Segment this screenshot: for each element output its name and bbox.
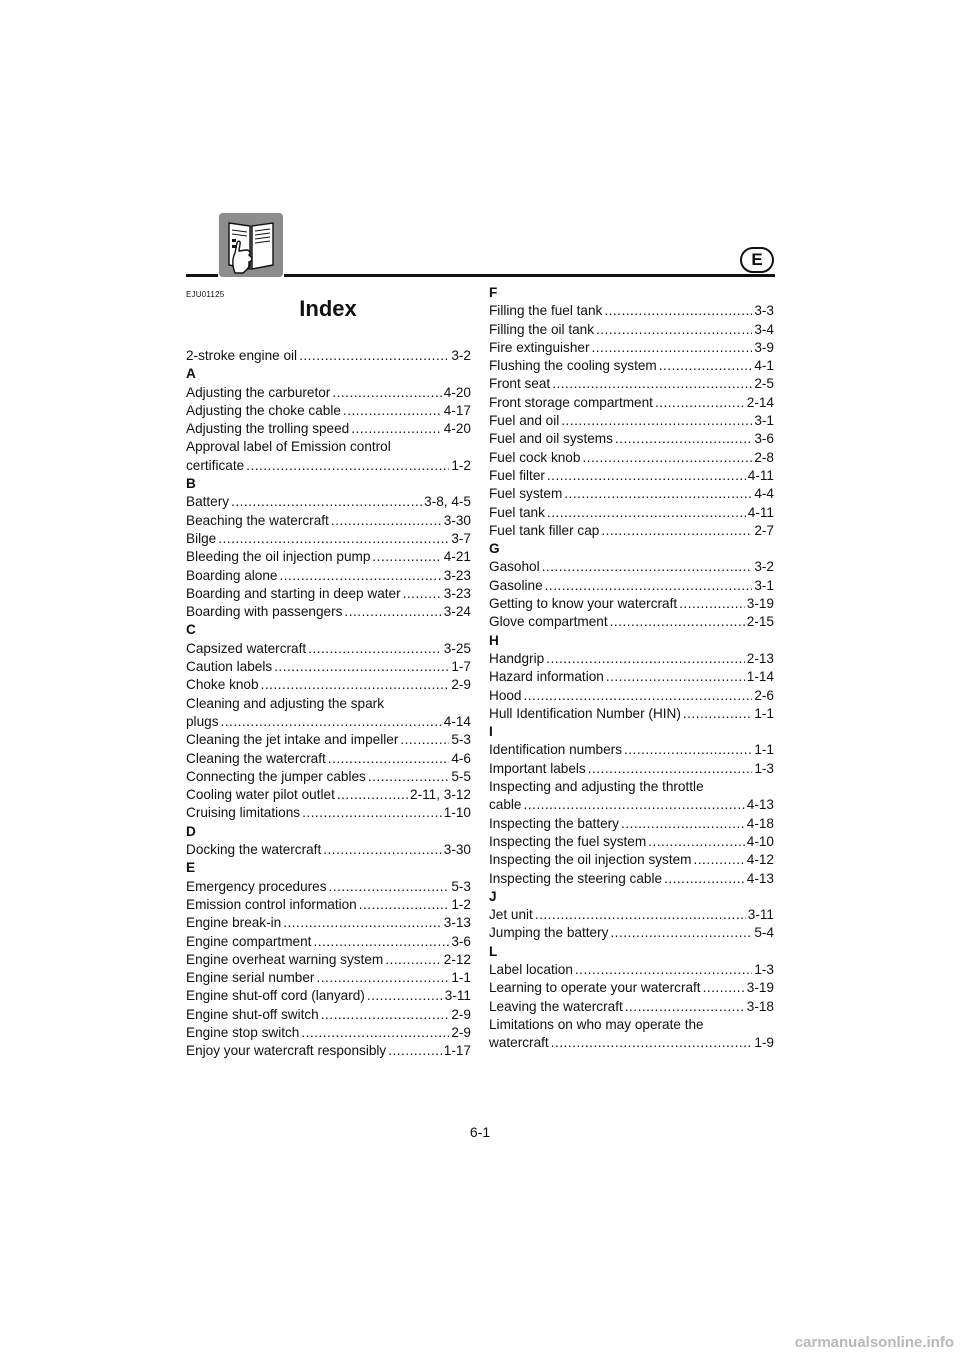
index-entry-continued: Cleaning and adjusting the spark (186, 695, 384, 711)
index-entry-label: Engine overheat warning system (186, 951, 384, 967)
index-entry-page: 5-5 (451, 768, 471, 784)
index-entry-page: 2-7 (754, 522, 774, 538)
index-entry-page: 3-2 (754, 559, 774, 575)
index-entry-page: 1-1 (754, 705, 774, 721)
index-entry-page: 2-9 (451, 677, 471, 693)
index-entry (186, 457, 471, 475)
index-entry-label: Fire extinguisher (489, 339, 590, 355)
index-entry-page: 2-9 (451, 1006, 471, 1022)
index-entry (489, 705, 774, 723)
dot-leader (547, 467, 746, 485)
dot-leader (679, 595, 745, 613)
index-entry-page: 4-11 (747, 504, 774, 520)
dot-leader (683, 705, 752, 723)
dot-leader (625, 998, 745, 1016)
index-entry-page: 3-24 (443, 604, 471, 620)
dot-leader (328, 750, 450, 768)
index-entry-page: 3-9 (754, 339, 774, 355)
dot-leader (655, 394, 745, 412)
index-entry (489, 577, 774, 595)
index-entry-page: 3-19 (746, 980, 774, 996)
index-entry (186, 878, 471, 896)
dot-leader (621, 815, 745, 833)
index-entry-page: 4-17 (443, 402, 471, 418)
index-entry-page: 4-1 (754, 358, 774, 374)
index-entry (489, 668, 774, 686)
dot-leader (337, 786, 408, 804)
index-entry (489, 851, 774, 869)
index-entry-page: 1-14 (746, 669, 774, 685)
index-entry (489, 979, 774, 997)
dot-leader (588, 760, 753, 778)
dot-leader (261, 676, 450, 694)
index-entry-label: certificate (186, 457, 245, 473)
index-entry (489, 522, 774, 540)
index-entry-label: Getting to know your watercraft (489, 596, 678, 612)
index-section-letter: C (186, 622, 196, 638)
index-entry (186, 933, 471, 951)
dot-leader (542, 558, 753, 576)
index-section-letter: E (186, 860, 196, 876)
index-entry-page: 3-11 (444, 988, 471, 1004)
dot-leader (231, 493, 422, 511)
index-entry (489, 321, 774, 339)
index-entry-label: Adjusting the choke cable (186, 402, 341, 418)
dot-leader (694, 851, 745, 869)
language-badge: E (740, 247, 774, 273)
header-rule-left (186, 274, 218, 277)
dot-leader (703, 979, 745, 997)
index-entry (186, 768, 471, 786)
index-entry-label: Fuel and oil (489, 413, 560, 429)
index-entry-page: 4-20 (443, 421, 471, 437)
index-entry-label: Inspecting the steering cable (489, 870, 663, 886)
index-entry (489, 412, 774, 430)
dot-leader (246, 457, 449, 475)
index-entry (186, 750, 471, 768)
index-entry (186, 512, 471, 530)
index-entry-label: Engine compartment (186, 933, 312, 949)
index-entry-label: Choke knob (186, 677, 259, 693)
manual-reading-icon-graphic (219, 213, 283, 277)
index-entry (186, 402, 471, 420)
index-entry-page: 4-21 (443, 549, 471, 565)
index-entry-label: watercraft (489, 1035, 549, 1051)
dot-leader (299, 347, 449, 365)
page-number: 6-1 (469, 1124, 491, 1140)
index-entry-label: Gasohol (489, 559, 540, 575)
dot-leader (313, 933, 449, 951)
index-entry-page: 3-7 (451, 530, 471, 546)
index-entry-page: 3-30 (443, 842, 471, 858)
document-code: EJU01125 (186, 290, 225, 299)
dot-leader (606, 668, 745, 686)
index-entry (186, 548, 471, 566)
index-entry-label: Jumping the battery (489, 925, 609, 941)
index-entry-label: Jet unit (489, 907, 533, 923)
index-section-letter: F (489, 285, 498, 300)
index-entry-label: Fuel tank filler cap (489, 522, 600, 538)
index-entry-label: Label location (489, 961, 573, 977)
index-entry (186, 951, 471, 969)
dot-leader (524, 687, 753, 705)
dot-leader (648, 833, 745, 851)
index-entry (489, 504, 774, 522)
index-entry-label: Boarding alone (186, 567, 278, 583)
index-entry-page: 5-3 (451, 878, 471, 894)
index-entry-page: 2-14 (746, 394, 774, 410)
index-entry-page: 2-6 (754, 687, 774, 703)
page-title: Index (299, 296, 357, 321)
index-entry (489, 394, 774, 412)
index-entry (489, 430, 774, 448)
dot-leader (592, 339, 753, 357)
index-entry-page: 4-10 (746, 833, 774, 849)
dot-leader (546, 650, 745, 668)
index-entry (186, 658, 471, 676)
manual-reading-icon (219, 213, 283, 277)
dot-leader (351, 420, 442, 438)
index-entry-page: 3-4 (754, 321, 774, 337)
index-entry (186, 585, 471, 603)
dot-leader (575, 961, 752, 979)
index-entry-page: 4-6 (451, 750, 471, 766)
index-entry-label: Hood (489, 687, 522, 703)
index-entry (489, 558, 774, 576)
dot-leader (601, 522, 752, 540)
index-entry-label: Fuel system (489, 486, 563, 502)
index-entry-page: 3-18 (746, 998, 774, 1014)
index-entry (186, 713, 471, 731)
index-entry-label: Front seat (489, 376, 551, 392)
index-entry-label: Adjusting the carburetor (186, 384, 331, 400)
index-entry-page: 3-8, 4-5 (424, 494, 471, 510)
index-section-letter: I (489, 724, 493, 740)
dot-leader (321, 1006, 450, 1024)
index-entry (186, 603, 471, 621)
index-entry-page: 2-11, 3-12 (410, 787, 471, 803)
index-entry-page: 3-23 (443, 585, 471, 601)
index-entry (186, 530, 471, 548)
dot-leader (331, 512, 442, 530)
index-entry-page: 2-12 (443, 951, 471, 967)
index-entry (489, 870, 774, 888)
index-entry-page: 1-1 (451, 970, 471, 986)
index-entry-label: Identification numbers (489, 742, 622, 758)
index-entry (186, 420, 471, 438)
index-entry-label: Fuel and oil systems (489, 431, 613, 447)
index-entry-page: 4-11 (747, 467, 774, 483)
index-entry-page: 3-11 (747, 907, 774, 923)
index-entry (489, 796, 774, 814)
index-entry-page: 1-2 (451, 896, 471, 912)
index-entry-label: plugs (186, 713, 219, 729)
dot-leader (610, 613, 745, 631)
index-entry (489, 833, 774, 851)
index-entry-page: 1-10 (443, 805, 471, 821)
index-section-letter: B (186, 476, 196, 492)
index-entry (186, 987, 471, 1005)
index-column-right (489, 284, 774, 1052)
dot-leader (564, 485, 752, 503)
header-rule-right (284, 274, 775, 277)
index-section-letter: D (186, 823, 196, 839)
index-entry-page: 1-7 (451, 659, 471, 675)
index-entry-label: Cooling water pilot outlet (186, 787, 335, 803)
dot-leader (545, 577, 753, 595)
dot-leader (221, 713, 442, 731)
index-section-letter: J (489, 888, 497, 904)
index-entry-label: Filling the fuel tank (489, 303, 603, 319)
index-entry-label: Flushing the cooling system (489, 358, 657, 374)
index-entry-continued: Limitations on who may operate the (489, 1016, 704, 1032)
dot-leader (302, 804, 442, 822)
index-entry (186, 567, 471, 585)
index-entry (186, 731, 471, 749)
index-entry-page: 3-13 (443, 915, 471, 931)
index-entry-label: Boarding and starting in deep water (186, 585, 401, 601)
index-entry-label: Boarding with passengers (186, 604, 343, 620)
index-entry-page: 2-15 (746, 614, 774, 630)
index-entry-label: Learning to operate your watercraft (489, 980, 701, 996)
index-entry-label: Cleaning the jet intake and impeller (186, 732, 399, 748)
dot-leader (561, 412, 752, 430)
index-entry (186, 676, 471, 694)
index-entry (186, 347, 471, 365)
index-entry-label: Inspecting the fuel system (489, 833, 647, 849)
index-entry-label: Adjusting the trolling speed (186, 421, 350, 437)
index-entry (489, 760, 774, 778)
index-entry-label: Front storage compartment (489, 394, 653, 410)
index-entry-page: 3-6 (754, 431, 774, 447)
index-entry-page: 4-13 (746, 797, 774, 813)
index-entry (186, 493, 471, 511)
dot-leader (279, 567, 441, 585)
dot-leader (604, 302, 752, 320)
index-entry (489, 815, 774, 833)
index-entry-label: Engine shut-off switch (186, 1006, 319, 1022)
index-entry (489, 998, 774, 1016)
index-entry-label: Inspecting the oil injection system (489, 852, 692, 868)
index-entry-label: Cleaning the watercraft (186, 750, 326, 766)
index-entry-page: 1-2 (451, 457, 471, 473)
index-entry (489, 375, 774, 393)
dot-leader (547, 504, 746, 522)
dot-leader (218, 530, 449, 548)
index-entry-label: Bilge (186, 530, 217, 546)
index-entry-page: 4-12 (746, 852, 774, 868)
watermark: carmanualsonline.info (794, 1334, 954, 1351)
index-entry-label: Engine serial number (186, 970, 315, 986)
index-entry-page: 1-3 (754, 760, 774, 776)
index-entry-label: Glove compartment (489, 614, 608, 630)
dot-leader (524, 796, 745, 814)
index-entry-continued: Inspecting and adjusting the throttle (489, 779, 704, 795)
dot-leader (552, 375, 752, 393)
dot-leader (344, 603, 441, 621)
index-entry-label: Caution labels (186, 659, 273, 675)
dot-leader (403, 585, 442, 603)
index-entry-page: 3-6 (451, 933, 471, 949)
index-entry (186, 1042, 471, 1060)
dot-leader (274, 658, 449, 676)
index-entry-label: Gasoline (489, 577, 543, 593)
index-entry-continued: Approval label of Emission control (186, 439, 391, 455)
index-entry-page: 3-3 (754, 303, 774, 319)
index-entry-label: Battery (186, 494, 230, 510)
index-entry-page: 1-3 (754, 961, 774, 977)
index-entry-label: Fuel cock knob (489, 449, 581, 465)
index-entry-label: Inspecting the battery (489, 815, 619, 831)
dot-leader (316, 969, 449, 987)
index-entry (489, 924, 774, 942)
index-section-letter: A (186, 366, 196, 382)
index-entry-page: 4-13 (746, 870, 774, 886)
index-entry-page: 3-1 (754, 577, 774, 593)
dot-leader (624, 741, 752, 759)
index-entry-page: 1-9 (754, 1035, 774, 1051)
index-entry-label: Emission control information (186, 896, 357, 912)
index-entry-page: 2-13 (746, 650, 774, 666)
index-entry (186, 1006, 471, 1024)
index-entry (489, 741, 774, 759)
index-entry-page: 1-17 (443, 1043, 471, 1059)
index-entry-label: Hull Identification Number (HIN) (489, 705, 681, 721)
index-entry-label: Connecting the jumper cables (186, 768, 366, 784)
index-entry (489, 613, 774, 631)
index-entry-page: 5-4 (754, 925, 774, 941)
dot-leader (283, 914, 442, 932)
index-entry-page: 4-18 (746, 815, 774, 831)
dot-leader (343, 402, 442, 420)
index-entry-label: Emergency procedures (186, 878, 327, 894)
dot-leader (329, 878, 450, 896)
index-entry-page: 3-19 (746, 596, 774, 612)
index-section-letter: G (489, 541, 500, 557)
index-entry-page: 2-9 (451, 1024, 471, 1040)
index-entry (489, 357, 774, 375)
index-entry-page: 4-20 (443, 384, 471, 400)
dot-leader (659, 357, 753, 375)
index-entry-page: 2-8 (754, 449, 774, 465)
dot-leader (301, 1024, 449, 1042)
index-entry (186, 786, 471, 804)
dot-leader (367, 987, 443, 1005)
index-entry-page: 3-30 (443, 512, 471, 528)
index-column-left (186, 347, 471, 1061)
dot-leader (582, 449, 752, 467)
index-entry (489, 687, 774, 705)
index-entry (186, 804, 471, 822)
index-entry (186, 841, 471, 859)
dot-leader (385, 951, 442, 969)
index-entry-label: Leaving the watercraft (489, 998, 623, 1014)
index-entry (186, 896, 471, 914)
dot-leader (388, 1042, 442, 1060)
index-entry-page: 5-3 (451, 732, 471, 748)
index-entry (489, 467, 774, 485)
index-entry-label: Hazard information (489, 669, 604, 685)
index-entry-label: Engine break-in (186, 915, 282, 931)
index-entry-label: Bleeding the oil injection pump (186, 549, 371, 565)
index-entry (489, 906, 774, 924)
index-entry-page: 3-25 (443, 640, 471, 656)
index-entry-page: 3-23 (443, 567, 471, 583)
index-entry (489, 650, 774, 668)
index-entry (489, 485, 774, 503)
dot-leader (372, 548, 441, 566)
index-entry (186, 969, 471, 987)
index-entry (489, 302, 774, 320)
index-entry (186, 914, 471, 932)
index-entry-label: Capsized watercraft (186, 640, 307, 656)
dot-leader (551, 1034, 753, 1052)
index-entry-label: Docking the watercraft (186, 842, 322, 858)
index-entry-label: Important labels (489, 760, 586, 776)
index-entry-label: cable (489, 797, 522, 813)
index-entry-label: Beaching the watercraft (186, 512, 329, 528)
dot-leader (323, 841, 442, 859)
dot-leader (359, 896, 450, 914)
index-section-letter: H (489, 632, 499, 648)
dot-leader (615, 430, 752, 448)
dot-leader (610, 924, 752, 942)
dot-leader (596, 321, 752, 339)
index-entry-page: 1-1 (754, 742, 774, 758)
index-entry-page: 3-1 (754, 413, 774, 429)
index-entry-label: Fuel filter (489, 467, 545, 483)
index-entry-label: Enjoy your watercraft responsibly (186, 1043, 387, 1059)
dot-leader (368, 768, 449, 786)
index-entry (186, 1024, 471, 1042)
index-entry (489, 449, 774, 467)
index-entry-page: 4-4 (754, 486, 774, 502)
index-entry-label: Engine stop switch (186, 1024, 300, 1040)
index-entry (489, 961, 774, 979)
dot-leader (332, 384, 441, 402)
dot-leader (308, 640, 442, 658)
index-entry-page: 2-5 (754, 376, 774, 392)
index-entry (186, 384, 471, 402)
dot-leader (535, 906, 746, 924)
index-entry (186, 640, 471, 658)
index-entry (489, 595, 774, 613)
dot-leader (664, 870, 745, 888)
index-entry-label: Engine shut-off cord (lanyard) (186, 988, 365, 1004)
index-entry-label: Filling the oil tank (489, 321, 595, 337)
index-entry-page: 4-14 (443, 713, 471, 729)
index-entry (489, 1034, 774, 1052)
index-section-letter: L (489, 943, 498, 959)
index-entry-label: Cruising limitations (186, 805, 301, 821)
index-entry-label: Handgrip (489, 650, 545, 666)
index-entry-label: Fuel tank (489, 504, 545, 520)
dot-leader (400, 731, 449, 749)
index-entry-page: 3-2 (451, 348, 471, 363)
index-entry-label: 2-stroke engine oil (186, 348, 298, 363)
index-entry (489, 339, 774, 357)
